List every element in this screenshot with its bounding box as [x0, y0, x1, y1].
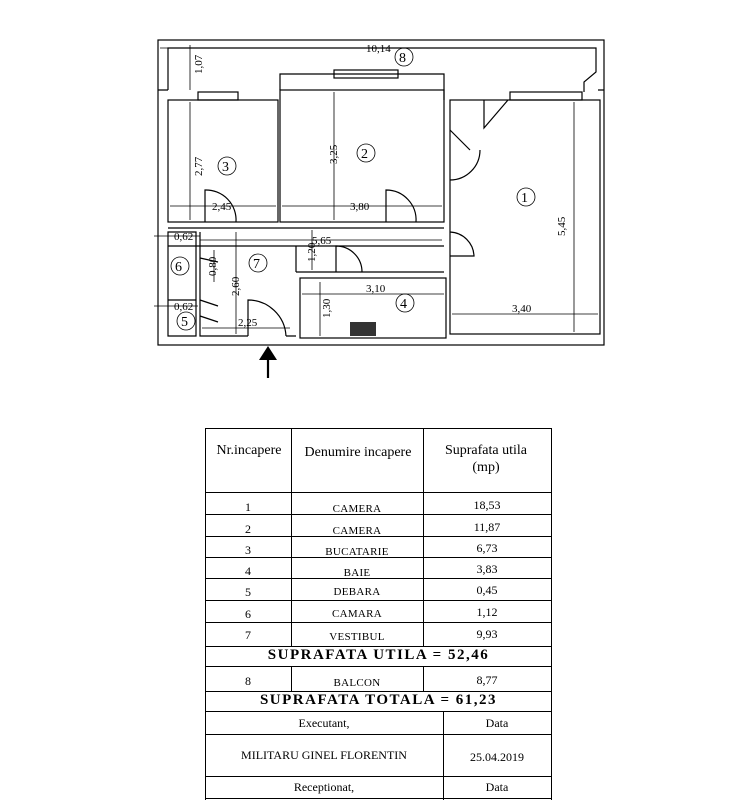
- dim-room1-height: 5,45: [556, 216, 568, 236]
- row-5-area: 0,45: [476, 583, 498, 597]
- row-4-nr: 4: [245, 564, 251, 578]
- dim-room2-height: 3,25: [328, 144, 340, 164]
- row-6-area: 1,12: [476, 605, 498, 619]
- row-3-name: BUCATARIE: [325, 546, 389, 558]
- door-swing-1b: [450, 232, 474, 256]
- total-area: SUPRAFATA TOTALA = 61,23: [259, 692, 498, 708]
- dim-hall-small: 0,62: [174, 231, 194, 243]
- row-1-nr: 1: [245, 500, 251, 514]
- row-2-name: CAMERA: [332, 525, 382, 537]
- dim-overall-width: 10,14: [366, 43, 391, 55]
- row-7-area: 9,93: [476, 627, 498, 641]
- row-4-area: 3,83: [476, 562, 498, 576]
- room-number-5: 5: [181, 315, 188, 330]
- row-1-area: 18,53: [473, 498, 501, 512]
- row-line-10: [205, 711, 552, 712]
- row-7-name: VESTIBUL: [329, 631, 385, 643]
- door-swing-1a: [450, 130, 480, 180]
- row-line-13: [205, 798, 552, 799]
- dim-storage-height: 0,80: [207, 256, 219, 276]
- dim-room1-width: 3,40: [512, 303, 532, 315]
- dim-room3-width: 2,45: [212, 201, 232, 213]
- window-1: [510, 92, 582, 100]
- executant-date: 25.04.2019: [470, 750, 524, 764]
- dim-hall-width: 5,65: [312, 235, 332, 247]
- room-number-6: 6: [175, 260, 182, 275]
- date-label: Data: [485, 716, 509, 730]
- header-nr: Nr.incapere: [216, 443, 282, 458]
- row-8-nr: 8: [245, 674, 251, 688]
- row-line-6: [205, 622, 552, 623]
- outer-wall: [158, 40, 604, 345]
- header-name: Denumire incapere: [304, 445, 412, 460]
- dim-entry-width: 2,25: [238, 317, 258, 329]
- dim-room2-width: 3,80: [350, 201, 370, 213]
- room-number-7: 7: [253, 257, 260, 272]
- table-border-top: [205, 428, 552, 429]
- entry-arrow-icon: [259, 346, 277, 378]
- row-line-12: [205, 776, 552, 777]
- row-line-8: [205, 666, 552, 667]
- dim-room3-height: 2,77: [193, 156, 205, 176]
- row-3-nr: 3: [245, 543, 251, 557]
- row-5-nr: 5: [245, 585, 251, 599]
- room-number-2: 2: [361, 147, 368, 162]
- row-6-name: CAMARA: [331, 608, 383, 620]
- date-label-2: Data: [485, 780, 509, 794]
- door-swing-1c: [484, 100, 508, 128]
- row-line-5: [205, 600, 552, 601]
- row-8-name: BALCON: [333, 677, 381, 689]
- window-3: [198, 92, 238, 100]
- row-2-nr: 2: [245, 522, 251, 536]
- executant-name: MILITARU GINEL FLORENTIN: [241, 748, 407, 762]
- dim-balcony-depth: 1,07: [193, 54, 205, 74]
- header-divider: [205, 492, 552, 493]
- row-6-nr: 6: [245, 607, 251, 621]
- dim-hall-height: 1,20: [306, 242, 318, 262]
- door-swing-4: [336, 246, 362, 272]
- room-number-8: 8: [399, 51, 406, 66]
- table-border-right: [551, 428, 552, 800]
- executant-label: Executant,: [298, 716, 350, 730]
- dim-closet-width: 0,62: [174, 301, 194, 313]
- room-number-3: 3: [222, 160, 229, 175]
- row-1-name: CAMERA: [332, 503, 382, 515]
- row-3-area: 6,73: [476, 541, 498, 555]
- dim-bath-height: 1,30: [321, 298, 333, 318]
- row-8-area: 8,77: [476, 673, 498, 687]
- receptionat-label: Receptionat,: [293, 780, 355, 794]
- dim-hall-depth: 2,60: [230, 276, 242, 296]
- area-table: [205, 428, 552, 800]
- room-number-1: 1: [521, 191, 528, 206]
- dim-bath-width: 3,10: [366, 283, 386, 295]
- plan-walls: [158, 40, 604, 345]
- header-area: Suprafata utila (mp): [444, 443, 528, 475]
- room-1-outline: [450, 100, 600, 334]
- row-7-nr: 7: [245, 628, 251, 642]
- room-number-4: 4: [400, 297, 407, 312]
- row-4-name: BAIE: [343, 567, 371, 579]
- row-line-11: [205, 734, 552, 735]
- row-5-name: DEBARA: [333, 586, 381, 598]
- bathtub-fixture: [350, 322, 376, 336]
- row-2-area: 11,87: [473, 520, 501, 534]
- useful-area-total: SUPRAFATA UTILA = 52,46: [267, 647, 490, 663]
